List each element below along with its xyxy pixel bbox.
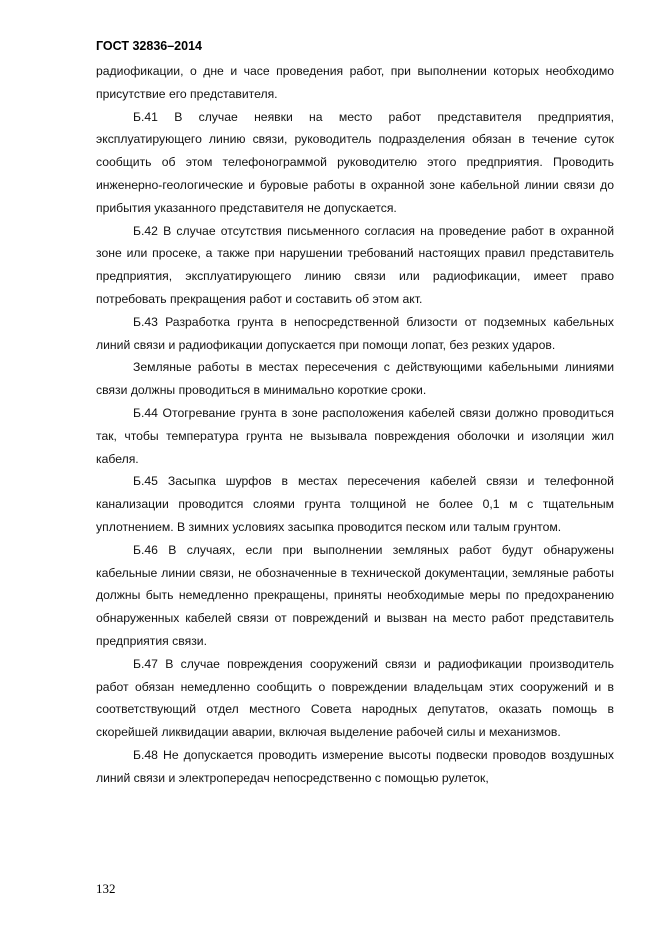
paragraph-b48: Б.48 Не допускается проводить измерение высоты подвески проводов воздушных линий связи и электропередач непосредственно с помощью рулеток, (96, 747, 614, 785)
paragraph-b44: Б.44 Отогревание грунта в зоне расположения кабелей связи должно проводиться так, чтобы температура грунта не вызывала повреждения оболочки и изоляции жил кабеля. (96, 405, 614, 466)
standard-header: ГОСТ 32836–2014 (96, 39, 202, 53)
paragraph-earthworks: Земляные работы в местах пересечения с действующими кабельными линиями связи должны проводиться в минимально короткие сроки. (96, 360, 614, 398)
paragraph-b47: Б.47 В случае повреждения сооружений связи и радиофикации производитель работ обязан немедленно сообщить о повреждении владельцам этих сооружений и в соответствующий отдел местного Совета народных депутатов, оказать помощь в скорейшей ликвидации аварии, включая выделение рабочей силы и механизмов. (96, 656, 614, 740)
paragraph-b46: Б.46 В случаях, если при выполнении земляных работ будут обнаружены кабельные линии связи, не обозначенные в технической документации, земляные работы должны быть немедленно прекращены, приняты необходимые меры по предохранению обнаруженных кабелей связи от повреждений и вызван на место работ представитель предприятия связи. (96, 542, 614, 648)
document-body (96, 60, 614, 790)
paragraph-continuation: радиофикации, о дне и часе проведения работ, при выполнении которых необходимо присутствие его представителя. (96, 64, 614, 101)
paragraph-b41: Б.41 В случае неявки на место работ представителя предприятия, эксплуатирующего линию связи, руководитель подразделения обязан в течение суток сообщить об этом телефонограммой руководителю этого предприятия. Проводить инженерно-геологические и буровые работы в охранной зоне кабельной линии связи до прибытия указанного представителя не допускается. (96, 109, 614, 215)
paragraph-b45: Б.45 Засыпка шурфов в местах пересечения кабелей связи и телефонной канализации проводится слоями грунта толщиной не более 0,1 м с тщательным уплотнением. В зимних условиях засыпка проводится песком или талым грунтом. (96, 474, 614, 534)
paragraph-b42: Б.42 В случае отсутствия письменного согласия на проведение работ в охранной зоне или просеке, а также при нарушении требований настоящих правил представитель предприятия, эксплуатирующего линию связи или радиофикации, имеет право потребовать прекращения работ и составить об этом акт. (96, 223, 614, 306)
page-number: 132 (96, 881, 116, 896)
paragraph-b43: Б.43 Разработка грунта в непосредственной близости от подземных кабельных линий связи и радиофикации допускается при помощи лопат, без резких ударов. (96, 314, 614, 352)
